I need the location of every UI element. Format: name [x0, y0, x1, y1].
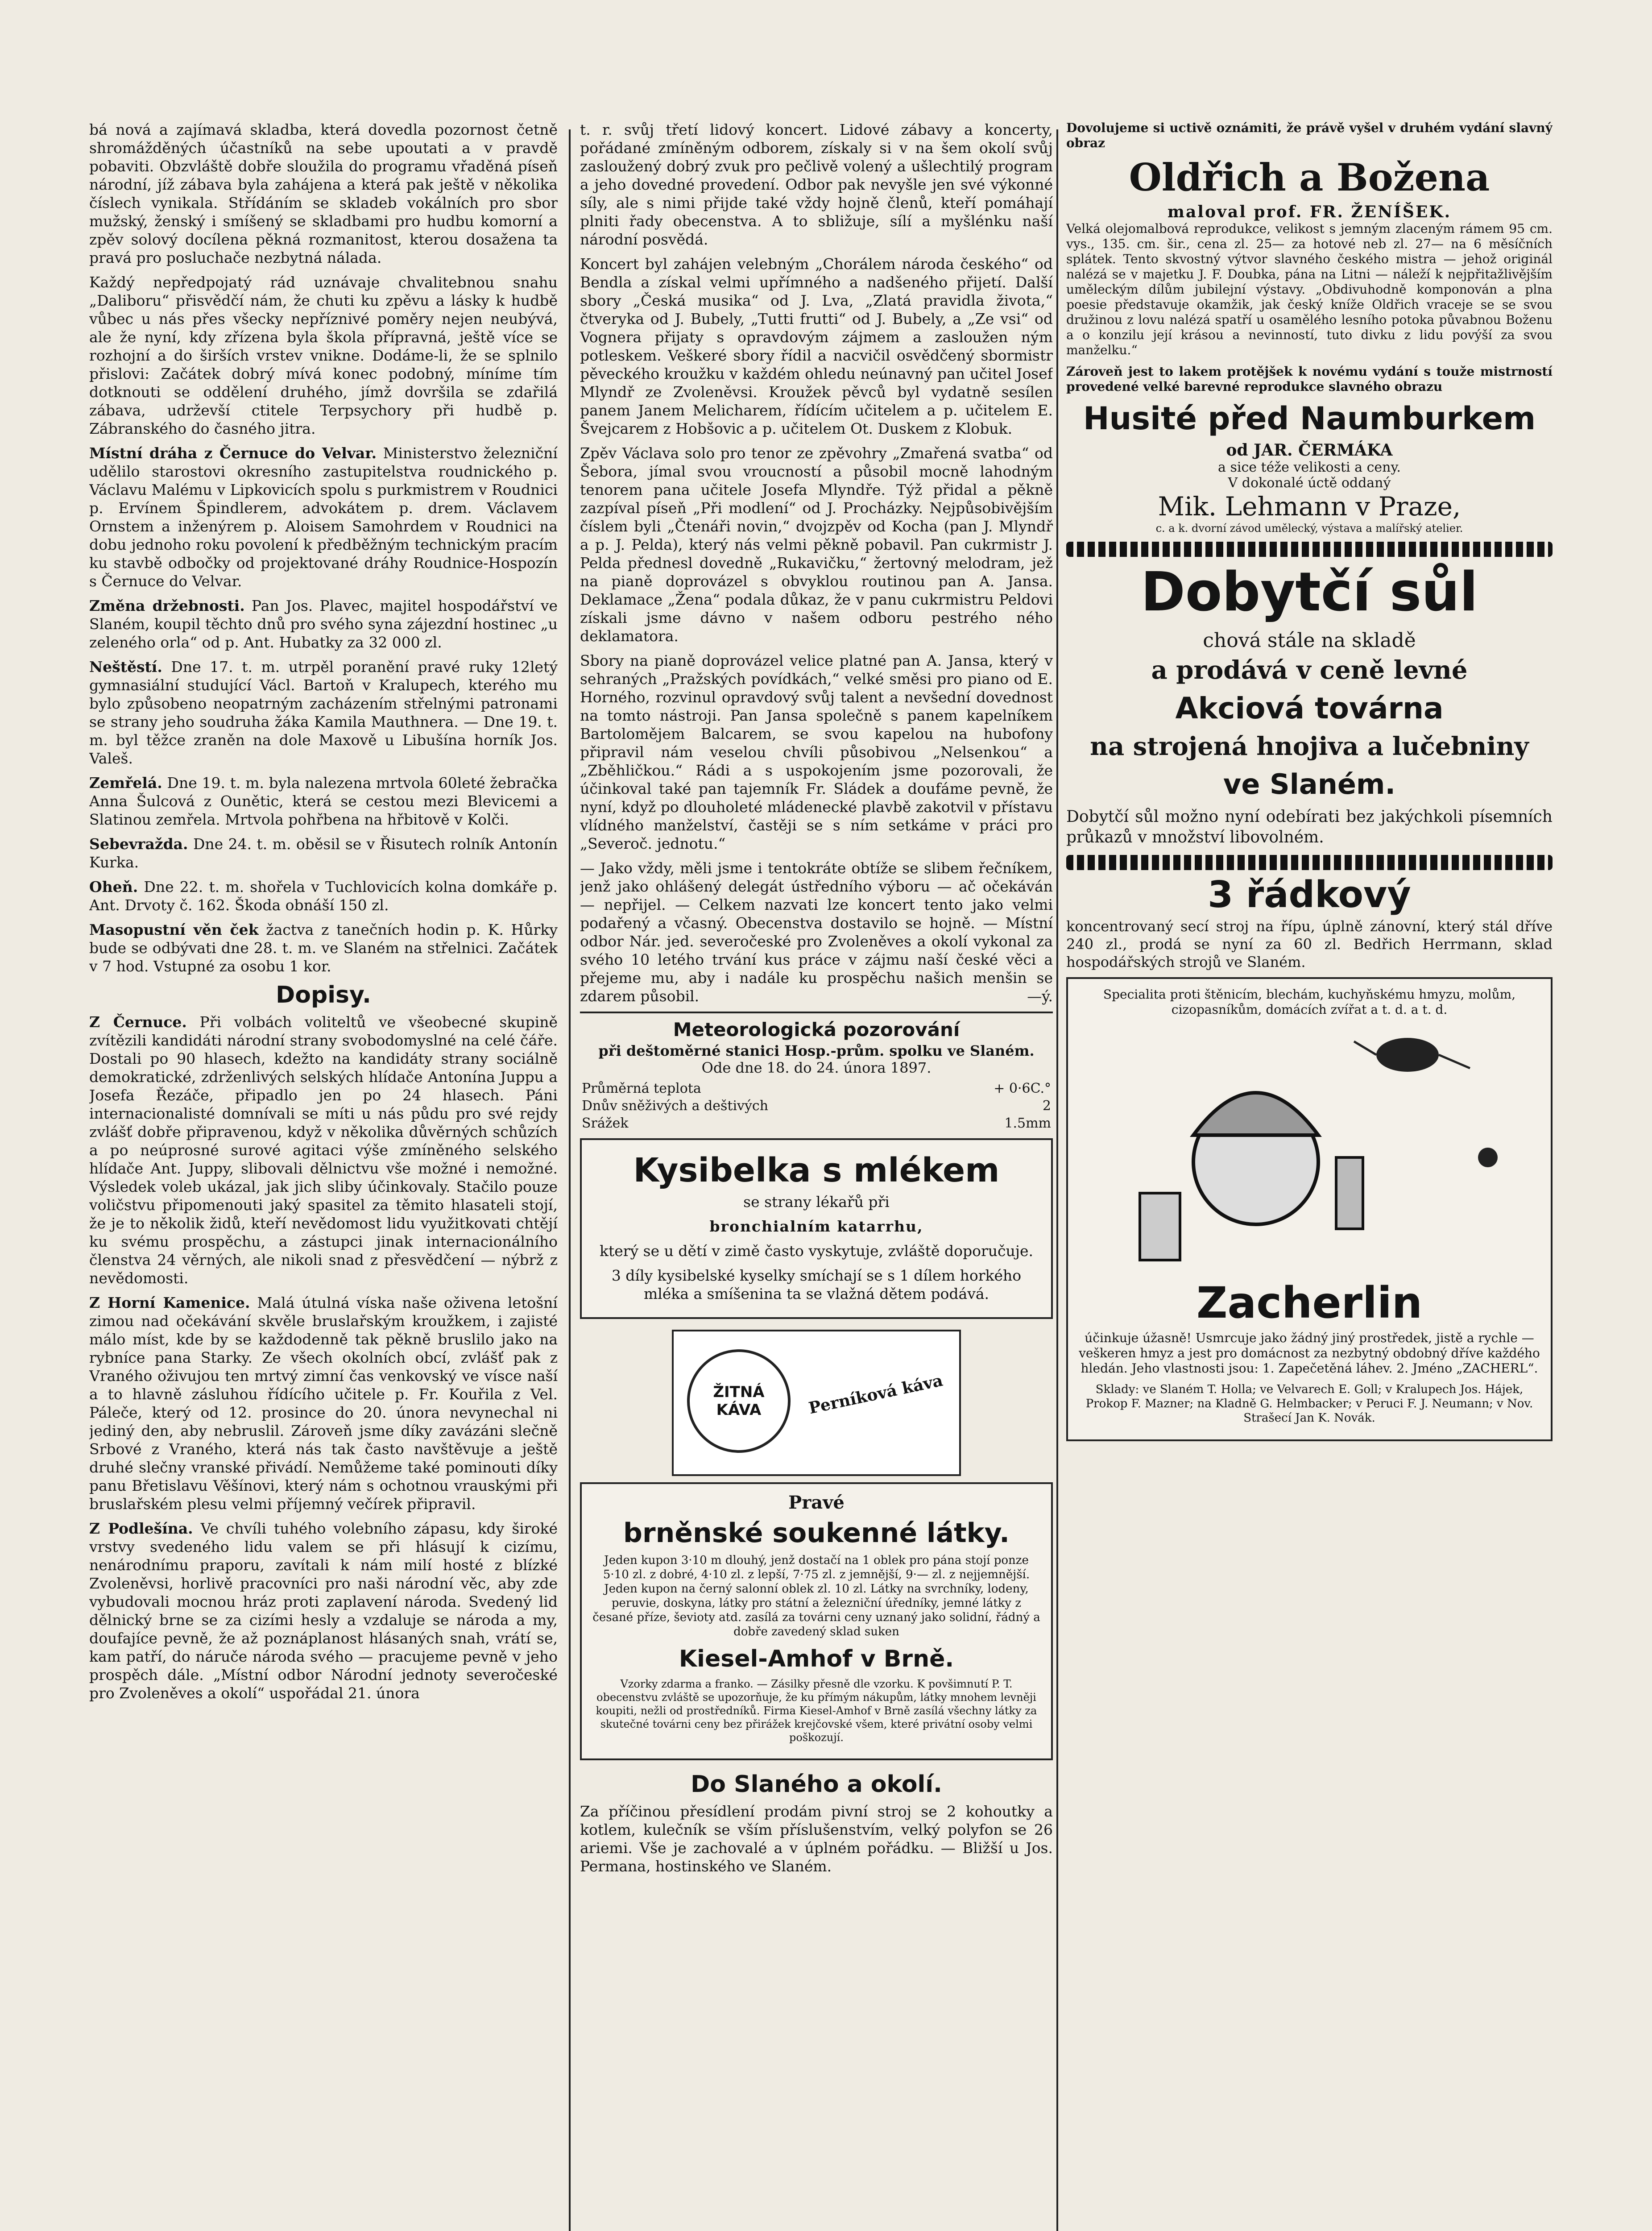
table-cell: Dnův sněživých a deštivých: [582, 1098, 769, 1114]
news-lead: Změna držebnosti.: [89, 597, 245, 614]
letter-item: [89, 1294, 558, 1513]
section-title: Dopisy.: [276, 982, 371, 1008]
ad-text: který se u dětí v zimě často vyskytuje, zvláště doporučuje.: [599, 1242, 1034, 1260]
ad-firm: Mik. Lehmann v Praze,: [1158, 491, 1461, 522]
letter-lead: Z Horní Kamenice.: [89, 1294, 250, 1311]
ad-title: Husité před Naumburkem: [1083, 400, 1536, 437]
table-row: [580, 1097, 1053, 1115]
ad-text: účinkuje úžasně! Usmrcuje jako žádný jiný prostředek, jistě a rychle — veškeren hmyz a jest pro domácnost za nezbytný obdobný dříve každého hledán. Jeho vlastnosti jsou: 1. Zapečetěná láhev. 2. Jméno „ZACHERL“.: [1079, 1331, 1540, 1376]
news-item: [89, 921, 558, 975]
ad-note: Zároveň jest to lakem protějšek k novému vydání s touže mistrností provedené velké barevné reprodukce slavného obrazu: [1066, 364, 1553, 394]
ad-seci-stroj: [1066, 874, 1553, 971]
column-left: [89, 120, 558, 2231]
ad-text: Za příčinou přesídlení prodám pivní stroj se 2 kohoutky a kotlem, kulečník se vším příslušenstvím, velký polyfon se 26 ariemi. Vše je zachovalé a v úplném pořádku. — Bližší u Jos. Permana, hostinského ve Slaném.: [580, 1803, 1053, 1875]
column-right: [1066, 120, 1553, 2231]
news-lead: Oheň.: [89, 878, 138, 896]
meteo-table: [580, 1080, 1053, 1132]
meteo-box: [580, 1012, 1053, 1132]
coffee-label: Perníková káva: [807, 1371, 945, 1418]
letter-item: [89, 1519, 558, 1702]
news-item: [89, 774, 558, 829]
article-paragraph: Zpěv Václava solo pro tenor ze zpěvohry „Zmařená svatba“ od Šebora, jímal svou vroucností a působil mocně lahodným tenorem pana učitele Josefa Mlyndře. Týž přidal a pěkně zazpíval píseň „Při modlení“ od J. Procházky. Nejpůsobivějším číslem byli „Čtenáři novin,“ dvojzpěv od Kocha (pan J. Mlyndř a p. J. Pelda), který nás velmi pěkně pobavil. Pan cukrmistr J. Pelda přednesl dovedně „Rukavičku,“ žertovný melodram, jež na pianě doprovázel s obvyklou routinou pan A. Jansa. Deklamace „Žena“ podala důkaz, že v panu cukrmistru Peldovi získali jsme dávno v našem odboru pestrého ného deklamatora.: [580, 444, 1053, 645]
ad-text: Specialita proti štěnicím, blechám, kuchyňskému hmyzu, molům, cizopasníkům, domácích zvířat a t. d. a t. d.: [1103, 987, 1516, 1017]
letter-text: Ve chvíli tuhého volebního zápasu, kdy široké vrstvy svedeného lidu valem se při hlásují k cizímu, nenárodnímu praporu, zavítali k nám milí hosté z blízké Zvoleněvsi, horlivě pracovníci pro naši národní věc, aby zde vybudovali mocnou hráz proti zaplavení národa. Svedený lid dělnický brne se za cizími hesly a vzdaluje se národa a my, doufajíce pevně, že až poznáplanost hlásaných snah, vrátí se, kam patří, do náruče národa svého — pracujeme pevně v jeho prospěch dále. „Místní odbor Národní jednoty severočeské pro Zvoleněves a okolí“ uspořádal 21. února: [89, 1520, 558, 1702]
ad-footnote: Sklady: ve Slaném T. Holla; ve Velvarech E. Goll; v Kralupech Jos. Hájek, Prokop F. Mazner; na Kladně G. Helmbacker; v Peruci F. J. Neumann; v Nov. Strašecí Jan K. Novák.: [1085, 1383, 1533, 1425]
coffee-badge-text: ŽITNÁ KÁVA: [713, 1383, 765, 1419]
column-rule: [1056, 129, 1058, 2231]
news-lead: Místní dráha z Černuce do Velvar.: [89, 444, 377, 462]
ad-text: chová stále na skladě: [1203, 629, 1416, 652]
ad-author: maloval prof. FR. ŽENÍŠEK.: [1167, 203, 1452, 221]
column-middle: [580, 120, 1053, 2231]
news-text: žactva z tanečních hodin p. K. Hůrky bude se odbývati dne 28. t. m. ve Slaném na střelnici. Začátek v 7 hod. Vstupné za osobu 1 kor.: [89, 921, 558, 975]
ad-firm: Kiesel-Amhof v Brně.: [679, 1646, 954, 1672]
meteo-subtitle: při deštoměrné stanici Hosp.-prům. spolku ve Slaném.: [598, 1042, 1035, 1059]
news-item: [89, 835, 558, 871]
ad-text: koncentrovaný secí stroj na řípu, úplně zánovní, který stál dříve 240 zl., prodá se nyní za 60 zl. Bedřich Herrmann, sklad hospodářských strojů ve Slaném.: [1066, 918, 1553, 970]
signature: —ý.: [1027, 987, 1053, 1005]
article-paragraph: Každý nepředpojatý rád uznávaje chvalitebnou snahu „Daliboru“ přisvědčí nám, že chuti ku zpěvu a lásky k hudbě vůbec u nás přes všecky nepříznivé poměry nejen neubývá, ale že nyní, kdy zřízena byla škola přípravná, ještě více se rozhojní a do širších vrstev vnikne. Dodáme-li, že se splnilo přislovi: Začátek dobrý mívá konec podobný, míníme tím dotknouti se oddělení druhého, jímž dovršila se zdařilá zábava, udrževší ctitele Terpsychory při hudbě p. Zábranského do časného jitra.: [89, 274, 558, 437]
ad-text: Velká olejomalbová reprodukce, velikost s jemným zlaceným rámem 95 cm. vys., 135. cm. šir., cena zl. 25— za hotové neb zl. 27— na 6 měsíčních splátek. Tento skvostný výtvor slavného českého mistra — jehož originál nalézá se v majetku J. F. Doubka, pána na Litni — náleží k nejpřitažlivějším uměleckým dílům jubilejní výstavy. „Obdivuhodně komponován a plna poesie představuje okamžik, jak český kníže Oldřich vraceje se se svou družinou z lovu nalézá spatří u osamělého lesního potoka půvabnou Boženu a o konzilu její krásou a nevinností, tuto divku z lidu povýší za svou manželku.“: [1066, 221, 1553, 357]
news-lead: Zemřelá.: [89, 774, 162, 792]
ad-title: 3 řádkový: [1208, 874, 1411, 916]
table-cell: + 0·6C.°: [994, 1081, 1051, 1096]
table-cell: Srážek: [582, 1116, 629, 1131]
ad-title: Oldřich a Božena: [1129, 155, 1490, 199]
news-item: [89, 444, 558, 590]
letter-item: [89, 1013, 558, 1287]
fly-icon: [1478, 1148, 1498, 1167]
table-cell: 2: [1042, 1098, 1051, 1114]
sprayer-icon: [1336, 1157, 1363, 1229]
ad-text: 3 díly kysibelské kyselky smíchají se s 1 dílem horkého mléka a smíšenina ta se vlažná dětem podává.: [611, 1267, 1022, 1302]
meteo-dates: Ode dne 18. do 24. února 1897.: [701, 1059, 932, 1076]
ad-kysibelka: [580, 1138, 1053, 1319]
ad-soukenne-latky: [580, 1482, 1053, 1760]
ad-text: Dobytčí sůl možno nyní odebírati bez jakýchkoli písemních průkazů v množství libovolném.: [1066, 808, 1553, 846]
ad-intro: Dovolujeme si uctivě oznámiti, že právě vyšel v druhém vydání slavný obraz: [1066, 120, 1553, 150]
ad-title: Kysibelka s mlékem: [633, 1151, 1000, 1190]
news-text: Pan Jos. Plavec, majitel hospodářství ve Slaném, koupil těchto dnů pro svého syna zájezdní hostinec „u zeleného orla“ od p. Ant. Hubatky za 32 000 zl.: [89, 597, 558, 651]
news-lead: Masopustní věn ček: [89, 921, 259, 938]
letter-text: Při volbách voliteltů ve všeobecné skupině zvítězili kandidáti národní strany svobodomyslné na celé čáře. Dostali po 90 hlasech, kdežto na kandidáty strany sociálně demokratické, zdrženlivých selských hlídače Antonína Juppu a Josefa Řezáče, připadlo jen po 24 hlasech. Páni internacionalisté domnívali se míti u nás půdu pro své rejdy zvlášť dobře připravenou, když v několika důvěrných schůzích a po neúprosné surové agitaci výše zmíněného selského hlídače Ant. Juppy, slibovali dělnictvu vše možné i nemožné. Výsledek voleb ukázal, jak jich sliby účinkovaly. Stačilo pouze voličstvu připomenouti jaký spasitel za těmito hlasateli stojí, že je to několik židů, kteří nevědomost lidu využitkovati chtějí ku svému prospěchu, a zástupci jinak internacionálního členstva 24 věrných, ale nikoli snad z přesvědčení — nýbrž z nevědomosti.: [89, 1013, 558, 1287]
table-row: [580, 1115, 1053, 1132]
ad-text: V dokonalé úctě oddaný: [1228, 475, 1391, 491]
article-paragraph: Sbory na pianě doprovázel velice platné pan A. Jansa, který v sehraných „Pražských povídkách,“ velké směsi pro piano od E. Horného, rozvinul opravdový svůj talent a nevšední dovednost na tomto nástroji. Pan Jansa společně s panem kapelníkem Bartolomějem Balcarem, se svou kapelou na hubofony připravil nám veselou chvíli působivou „Nelsenkou“ a „Zběhličkou.“ Rádi a s uspokojením jsme pozorovali, že účinkoval také pan tajemník Fr. Sládek a doufáme pevně, že nyní, když po dlouholeté mládenecké plavbě zakotvil v přístavu vlídného manželství, častěji se s ním setkáme v práci pro „Severoč. jednotu.“: [580, 652, 1053, 852]
article-paragraph: t. r. svůj třetí lidový koncert. Lidové zábavy a koncerty, pořádané zmíněným odborem, získaly si v na šem okolí svůj zasloužený dobrý zvuk pro pečlivě volený a ušlechtilý program a jeho dovedné provedení. Odbor pak nevyšle jen své výkonné síly, ale s nimi přijde také vždy hojně členů, kteří pomáhají plniti řady obecenstva. A to sbližuje, sílí a myšlénku naší národní posvědá.: [580, 121, 1053, 248]
bottle-icon: [1140, 1193, 1180, 1260]
ornament-divider: [1066, 855, 1553, 870]
ad-text: na strojená hnojiva a lučebniny: [1090, 732, 1529, 761]
news-text: Dne 22. t. m. shořela v Tuchlovicích kolna domkáře p. Ant. Drvoty č. 162. Škoda obnáší 150 zl.: [89, 878, 558, 914]
ad-title: Dobytčí sůl: [1141, 561, 1478, 623]
ad-text: a prodává v ceně levné: [1151, 655, 1468, 685]
ornament-divider: [1066, 542, 1553, 557]
ad-slany: [580, 1771, 1053, 1875]
ad-company: Akciová továrna: [1175, 691, 1444, 726]
ad-text: Jeden kupon 3·10 m dlouhý, jenž dostačí na 1 oblek pro pána stojí ponze 5·10 zl. z dobré, 4·10 zl. z lepší, 7·75 zl. z jemnější, 9·— zl. z nejjemnější. Jeden kupon na černý salonní oblek zl. 10 zl. Látky na svrchníky, lodeny, peruvie, doskyna, látky pro státní a železniční úředníky, jemné látky z česané příze, ševioty atd. zasílá za továrni ceny uznaný jako solidní, řádný a dobře zavedený sklad suken: [592, 1554, 1040, 1638]
news-text: Dne 24. t. m. oběsil se v Řisutech rolník Antonín Kurka.: [89, 835, 558, 871]
news-lead: Neštěstí.: [89, 658, 162, 676]
meteo-title: Meteorologická pozorování: [673, 1019, 960, 1041]
beetle-icon: [1376, 1038, 1439, 1072]
table-cell: Průměrná teplota: [582, 1081, 701, 1096]
letter-text: Malá útulná víska naše oživena letošní zimou nad očekávání skvěle bruslařským kroužkem, i zajisté málo míst, kde by se každodenně tak pěkně bruslilo jako na rybníce pana Starky. Ze všech okolních obcí, zvlášť pak z Vraného oživujou ten mrtvý zimní čas venkovský ve vísce naší a to hlavně zásluhou řídícího učitele p. Fr. Kouřila z Vel. Páleče, který od 12. prosince do 20. února nevynechal ni jediný den, aby nebruslil. Zároveň jsme díky zavázáni slečně Srbové z Vraného, která nás tak často navštěvuje a ještě druhé slečny vranské přivádí. Nemůžeme také pominouti díky panu Břetislavu Věšínovi, který nám s ochotnou vrauskými při bruslařském plesu velmi příjemný večírek připravil.: [89, 1294, 558, 1513]
helmet-icon: [1193, 1093, 1318, 1135]
letter-lead: Z Podlešína.: [89, 1520, 193, 1537]
ad-title: Do Slaného a okolí.: [691, 1771, 942, 1798]
ad-text: a sice téže velikosti a ceny.: [1218, 460, 1401, 475]
news-text: Ministerstvo železniční udělilo starostovi okresního zastupitelstva roudnického p. Václavu Malému v Lipkovicích spolu s purkmistrem v Roudnici p. Ervínem Špindlerem, advokátem p. drem. Václavem Ornstem a inženýrem p. Aloisem Samohrdem v Roudnici na dobu jednoho roku povolení k předběžným technickým pracím ku stavbě odbočky od projektované dráhy Roudnice-Hospozín s Černuce do Velvar.: [89, 444, 558, 590]
news-item: [89, 878, 558, 914]
ad-location: ve Slaném.: [1223, 768, 1396, 800]
zacherlin-illustration: [1078, 1024, 1541, 1273]
table-row: [580, 1080, 1053, 1097]
ad-title: Zacherlin: [1196, 1278, 1423, 1328]
coffee-badge: [687, 1349, 791, 1453]
article-text: — Jako vždy, měli jsme i tentokráte obtíže se slibem řečníkem, jenž jako ohlášený delegát ústředního výboru — ač očekáván — nepřijel. — Celkem nazvati lze koncert tento jako velmi podařený a včasný. Obecenstva dostavilo se hojně. — Místní odbor Nár. jed. severočeské pro Zvoleněves a okolí vykonal za svého 10 letého trvání kus práce v zájmu naší české věci a přejeme mu, aby i nadále ku prospěchu našich menšin se zdarem působil.: [580, 859, 1053, 1005]
news-text: Dne 17. t. m. utrpěl poranění pravé ruky 12letý gymnasiální studující Václ. Bartoň v Kralupech, kterého mu bylo způsobeno neopatrným zacházením střelnými patronami se strany jeho soudruha žáka Kamila Mauthnera. — Dne 19. t. m. byl těžce zraněn na dole Maxově u Libušína horník Jos. Valeš.: [89, 658, 558, 767]
table-cell: 1.5mm: [1004, 1116, 1051, 1131]
article-paragraph: [580, 859, 1053, 1005]
news-item: [89, 658, 558, 767]
coffee-package-image: [672, 1330, 961, 1476]
ad-title: brněnské soukenné látky.: [623, 1518, 1010, 1549]
ad-dobytci-sul: [1066, 561, 1553, 848]
ad-text: se strany lékařů při: [743, 1193, 890, 1211]
news-text: Dne 19. t. m. byla nalezena mrtvola 60leté žebračka Anna Šulcová z Ounětic, která se cestou mezi Blevicemi a Slatinou zemřela. Mrtvola pohřbena na hřbitově v Kolči.: [89, 774, 558, 828]
ad-author: od JAR. ČERMÁKA: [1226, 441, 1393, 460]
news-lead: Sebevražda.: [89, 835, 188, 853]
ad-firm-sub: c. a k. dvorní závod umělecký, výstava a malířský atelier.: [1155, 522, 1463, 535]
article-paragraph: Koncert byl zahájen velebným „Chorálem národa českého“ od Bendla a získal velmi upřímného a nadšeného přijetí. Další sbory „Česká musika“ od J. Lva, „Zlatá pravidla života,“ čtveryka od J. Bubely, „Tutti frutti“ od J. Bubely, a „Ze vsi“ od Vognera přijaty s opravdovým zájmem a zasloužen ným potleskem. Veškeré sbory řídil a nacvičil osvědčený sbormistr pěveckého kroužku v každém ohledu neúnavný pan učitel Josef Mlyndř ze Zvoleněvsi. Kroužek pěvců byl vydatně sesílen panem Janem Melicharem, řídícím učitelem a p. učitelem E. Švejcarem z Hobšovic a p. učitelem Ot. Duskem z Klobuk.: [580, 255, 1053, 437]
ad-pre: Pravé: [788, 1492, 845, 1513]
column-rule: [569, 129, 571, 2231]
ad-text: bronchialním katarrhu,: [709, 1218, 923, 1235]
ad-footnote: Vzorky zdarma a franko. — Zásilky přesně dle vzorku. K povšimnutí P. T. obecenstvu zvláště se upozorňuje, že ku přímým nákupům, látky mnohem levněji koupiti, nežli od prostředníků. Firma Kiesel-Amhof v Brně zasílá všechny látky za skutečné továrni ceny bez přirážek krejčovské všem, které privátní osoby velmi poškozují.: [596, 1678, 1037, 1744]
news-item: [89, 597, 558, 651]
article-paragraph: bá nová a zajímavá skladba, která dovedla pozornost četně shromážděných účastníků na sebe upoutati a v pravdě pobaviti. Obzvláště dobře sloužila do programu vřaděná píseň národní, jíž zábava byla zahájena a která pak ještě v několika číslech vynikala. Střídáním se skladeb vokálních pro sbor mužský, ženský i smíšený se skladbami pro hudbu komorní a zpěv solový docílena pěkná rozmanitost, kterou dosažena ta pravá pro posluchače nezbytná nálada.: [89, 121, 558, 266]
letter-lead: Z Černuce.: [89, 1013, 187, 1031]
ad-zacherlin: [1066, 977, 1553, 1441]
